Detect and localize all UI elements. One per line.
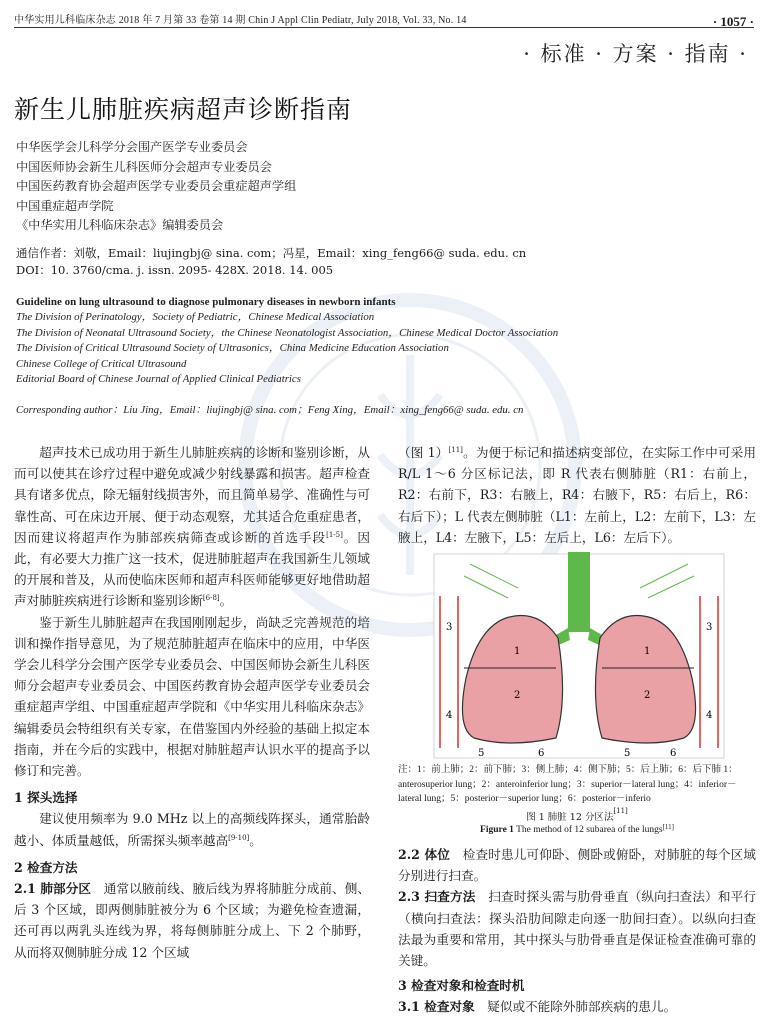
lung-zones-figure (398, 548, 756, 760)
org-line: 中国重症超声学院 (16, 198, 114, 213)
section-2-2: 2.2 体位 检查时患儿可仰卧、侧卧或俯卧，对肺脏的每个区域分别进行扫查。 (398, 847, 757, 884)
section-1-heading: 1 探头选择 (14, 790, 78, 806)
corresponding-authors: 通信作者：刘敬，Email：liujingbj@ sina. com；冯星，Email：xing_feng66@ suda. edu. cn (16, 246, 527, 260)
page-number: · 1057 · (712, 14, 754, 29)
right-column-bottom (398, 844, 756, 1018)
section-tag: · 标准 · 方案 · 指南 · (523, 42, 748, 66)
english-org-line: Chinese College of Critical Ultrasound (16, 357, 187, 370)
english-title: Guideline on lung ultrasound to diagnose pulmonary diseases in newborn infants (16, 296, 396, 308)
right-column-top (398, 442, 756, 548)
running-header: 中华实用儿科临床杂志 2018 年 7 月第 33 卷第 14 期 Chin J Appl Clin Pediatr, July 2018, Vol. 33, No. 14 (14, 15, 467, 26)
org-line: 《中华实用儿科临床杂志》编辑委员会 (16, 218, 224, 232)
english-header (16, 294, 558, 388)
section-2-heading: 2 检查方法 (14, 859, 78, 875)
org-line: 中华医学会儿科学分会围产医学专业委员会 (16, 140, 248, 154)
english-org-line: The Division of Neonatal Ultrasound Society，the Chinese Neonatologist Association，Chinese Medical Doctor Association (16, 326, 559, 339)
doi: DOI：10. 3760/cma. j. issn. 2095- 428X. 2018. 14. 005 (16, 263, 334, 277)
zone-label: 6 (670, 748, 677, 759)
zone-label: 6 (538, 748, 545, 759)
org-line: 中国医药教育协会超声医学专业委员会重症超声学组 (16, 179, 297, 193)
figure-note: 注：1：前上肺；2：前下肺；3：侧上肺；4：侧下肺；5：后上肺；6：后下肺 1：anterosuperior lung；2：anteroinferior lung；3：superior－lateral lung；4：inferior－lateral lung；5：posterior－superior lung；6：posterior－inferio (398, 765, 738, 804)
contact-info (16, 245, 526, 279)
zone-notation-paragraph: （图 1）[11]。为便于标记和描述病变部位，在实际工作中可采用 R/L 1～6 分区标记法，即 R 代表右侧肺脏（R1：右前上，R2：右前下，R3：右腋上，R4：右腋下，R5：右后上，R6：右后下）；L 代表左侧肺脏（L1：左前上，L2：左前下，L3：左腋上，L4：左腋下，L5：左后上，L6：左后下）。 (398, 445, 756, 545)
section-2-1: 2.1 肺部分区 通常以腋前线、腋后线为界将肺脏分成前、侧、后 3 个区域，即两侧肺脏被分为 6 个区域；为避免检查遗漏，还可再以两乳头连线为界，将每侧肺脏分成上、下 2 个肺野，从而将双侧肺脏分成 12 个区域 (14, 881, 371, 960)
section-2-1-heading: 2.1 肺部分区 (14, 881, 92, 897)
organizations-cn (16, 138, 296, 236)
trachea (568, 552, 590, 632)
zone-label: 4 (446, 710, 453, 721)
zone-label: 2 (644, 690, 651, 701)
english-org-line: The Division of Perinatology，Society of Pediatric，Chinese Medical Association (16, 311, 375, 323)
article-title: 新生儿肺脏疾病超声诊断指南 (14, 95, 353, 124)
org-line: 中国医师协会新生儿科医师分会超声专业委员会 (16, 159, 272, 174)
section-1-text: 建议使用频率为 9.0 MHz 以上的高频线阵探头，通常胎龄越小、体质量越低，所需探头频率越高[9-10]。 (14, 811, 370, 848)
intro-paragraph-2: 鉴于新生儿肺脏超声在我国刚刚起步，尚缺乏完善规范的培训和操作指导意见，为了规范肺脏超声在临床中的应用，中华医学会儿科学分会围产医学专业委员会、中国医师协会新生儿科医师分会超声专业委员会、中国医药教育协会超声医学专业委员会重症超声学组、中国重症超声学院和《中华实用儿科临床杂志》编辑委员会特组织有关专家，在借鉴国内外经验的基础上拟定本指南，并在今后的实践中，根据对肺脏超声认识水平的提高予以修订和完善。 (14, 614, 370, 779)
english-org-line: The Division of Critical Ultrasound Society of Ultrasonics，China Medicine Education Association (16, 342, 449, 355)
zone-label: 3 (446, 622, 453, 633)
section-2-3: 2.3 扫查方法 扫查时探头需与肋骨垂直（纵向扫查法）和平行（横向扫查法：探头沿肋间隙走向逐一肋间扫查）。以纵向扫查法最为重要和常用，其中探头与肋骨垂直是保证检查准确可靠的关键。 (398, 889, 757, 969)
zone-label: 5 (478, 748, 485, 759)
section-3-1: 3.1 检查对象 疑似或不能除外肺部疾病的患儿。 (398, 999, 677, 1015)
left-column (14, 442, 370, 963)
figure-title-en: Figure 1 The method of 12 subarea of the lungs[11] (480, 823, 674, 835)
zone-label: 5 (624, 748, 631, 759)
header-rule (14, 27, 754, 28)
zone-label: 3 (706, 622, 713, 633)
english-org-line: Editorial Board of Chinese Journal of Applied Clinical Pediatrics (16, 373, 301, 386)
zone-label: 1 (514, 646, 521, 657)
zone-label: 1 (644, 646, 651, 657)
english-corresponding: Corresponding author：Liu Jing，Email：liujingbj@ sina. com；Feng Xing，Email：xing_feng66@ suda. edu. cn (16, 404, 524, 416)
figure-title-cn: 图 1 肺脏 12 分区法[11] (526, 807, 628, 823)
section-3-heading: 3 检查对象和检查时机 (398, 978, 525, 994)
intro-paragraph-1: 超声技术已成功用于新生儿肺脏疾病的诊断和鉴别诊断，从而可以使其在诊疗过程中避免或减少射线暴露和损害。超声检查具有诸多优点，除无辐射线损害外，而且简单易学、准确性与可靠性高、可在床边开展、便于动态观察，尤其适合危重症患者，因而建议将超声作为肺部疾病筛查或诊断的首选手段[1-5]。因此，有必要大力推广这一技术，促进肺脏超声在我国新生儿领域的开展和普及，从而使临床医师和超声科医师能够更好地借助超声对肺脏疾病进行诊断和鉴别诊断[6-8]。 (14, 445, 371, 609)
zone-label: 4 (706, 710, 713, 721)
zone-label: 2 (514, 690, 521, 701)
